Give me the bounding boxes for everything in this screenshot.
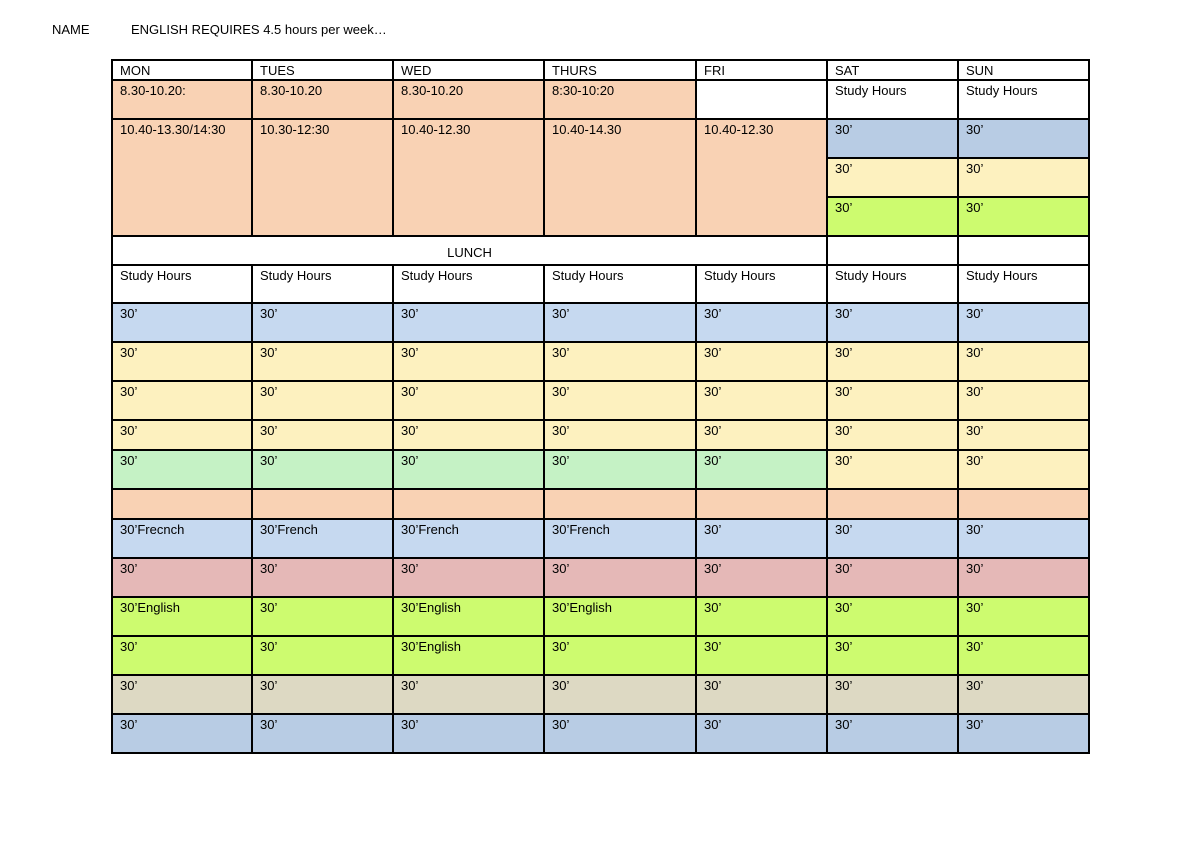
empty-slot bbox=[393, 489, 544, 519]
empty-slot bbox=[112, 489, 252, 519]
lunch-row bbox=[112, 236, 1089, 265]
day-header: WED bbox=[393, 60, 544, 80]
class-time: 8:30-10:20 bbox=[544, 80, 696, 119]
study-slot: 30’ bbox=[393, 675, 544, 714]
study-slot: 30’ bbox=[827, 342, 958, 381]
study-slot: 30’ bbox=[958, 420, 1089, 450]
study-slot: 30’ bbox=[827, 636, 958, 675]
study-hours-header: Study Hours bbox=[393, 265, 544, 303]
study-slot: 30’ bbox=[827, 714, 958, 753]
study-slot: 30’ bbox=[112, 420, 252, 450]
study-slot: 30’ bbox=[958, 381, 1089, 420]
study-slot: 30’ bbox=[958, 197, 1089, 236]
day-header: SUN bbox=[958, 60, 1089, 80]
study-slot: 30’ bbox=[696, 450, 827, 489]
study-slot: 30’ bbox=[112, 636, 252, 675]
empty-slot bbox=[544, 489, 696, 519]
study-hours-header: Study Hours bbox=[112, 265, 252, 303]
study-slot: 30’English bbox=[112, 597, 252, 636]
requirement-note: ENGLISH REQUIRES 4.5 hours per week… bbox=[131, 22, 387, 37]
study-slot: 30’ bbox=[827, 450, 958, 489]
slot-row bbox=[112, 636, 1089, 675]
slot-row bbox=[112, 597, 1089, 636]
study-slot: 30’French bbox=[544, 519, 696, 558]
study-slot: 30’ bbox=[252, 636, 393, 675]
study-slot: 30’ bbox=[827, 158, 958, 197]
study-slot: 30’ bbox=[112, 714, 252, 753]
class-time bbox=[696, 80, 827, 119]
study-slot: 30’ bbox=[827, 420, 958, 450]
slot-row bbox=[112, 303, 1089, 342]
study-hours-header: Study Hours bbox=[958, 80, 1089, 119]
study-slot: 30’ bbox=[112, 381, 252, 420]
day-header: MON bbox=[112, 60, 252, 80]
empty-cell bbox=[827, 236, 958, 265]
study-hours-header: Study Hours bbox=[544, 265, 696, 303]
class-time: 10.40-13.30/14:30 bbox=[112, 119, 252, 236]
slot-row bbox=[112, 558, 1089, 597]
study-hours-header: Study Hours bbox=[958, 265, 1089, 303]
study-slot: 30’ bbox=[827, 303, 958, 342]
study-slot: 30’ bbox=[393, 450, 544, 489]
study-slot: 30’ bbox=[252, 381, 393, 420]
study-slot: 30’ bbox=[393, 714, 544, 753]
study-slot: 30’ bbox=[252, 450, 393, 489]
study-slot: 30’French bbox=[393, 519, 544, 558]
slot-row bbox=[112, 489, 1089, 519]
slot-row bbox=[112, 381, 1089, 420]
study-hours-header: Study Hours bbox=[827, 80, 958, 119]
morning-row-2 bbox=[112, 119, 1089, 158]
study-slot: 30’ bbox=[958, 303, 1089, 342]
study-slot: 30’English bbox=[393, 636, 544, 675]
class-time: 10.30-12:30 bbox=[252, 119, 393, 236]
study-slot: 30’ bbox=[112, 342, 252, 381]
class-time: 10.40-12.30 bbox=[696, 119, 827, 236]
study-slot: 30’ bbox=[958, 636, 1089, 675]
study-slot: 30’ bbox=[696, 636, 827, 675]
study-slot: 30’ bbox=[696, 420, 827, 450]
study-slot: 30’ bbox=[544, 558, 696, 597]
study-slot: 30’ bbox=[393, 558, 544, 597]
study-slot: 30’ bbox=[696, 558, 827, 597]
study-slot: 30’ bbox=[827, 558, 958, 597]
lunch-label: LUNCH bbox=[112, 236, 827, 265]
study-slot: 30’ bbox=[544, 636, 696, 675]
study-slot: 30’ bbox=[112, 450, 252, 489]
study-hours-header: Study Hours bbox=[827, 265, 958, 303]
study-slot: 30’ bbox=[544, 303, 696, 342]
study-slot: 30’ bbox=[958, 558, 1089, 597]
class-time: 10.40-14.30 bbox=[544, 119, 696, 236]
study-slot: 30’ bbox=[252, 420, 393, 450]
class-time: 8.30-10.20: bbox=[112, 80, 252, 119]
study-slot: 30’ bbox=[252, 303, 393, 342]
empty-slot bbox=[958, 489, 1089, 519]
study-slot: 30’ bbox=[827, 197, 958, 236]
study-slot: 30’ bbox=[958, 597, 1089, 636]
name-label: NAME bbox=[52, 22, 90, 37]
slot-row bbox=[112, 420, 1089, 450]
study-slot: 30’ bbox=[112, 558, 252, 597]
study-slot: 30’ bbox=[393, 303, 544, 342]
study-slot: 30’ bbox=[696, 675, 827, 714]
study-slot: 30’ bbox=[827, 381, 958, 420]
study-slot: 30’ bbox=[252, 558, 393, 597]
study-slot: 30’ bbox=[544, 381, 696, 420]
study-slot: 30’Frecnch bbox=[112, 519, 252, 558]
study-slot: 30’ bbox=[393, 420, 544, 450]
study-slot: 30’ bbox=[544, 714, 696, 753]
study-slot: 30’ bbox=[958, 450, 1089, 489]
day-header: FRI bbox=[696, 60, 827, 80]
study-slot: 30’ bbox=[827, 675, 958, 714]
study-slot: 30’ bbox=[696, 342, 827, 381]
study-slot: 30’ bbox=[958, 119, 1089, 158]
study-slot: 30’ bbox=[393, 381, 544, 420]
study-slot: 30’ bbox=[252, 597, 393, 636]
study-slot: 30’ bbox=[544, 450, 696, 489]
morning-row-1 bbox=[112, 80, 1089, 119]
empty-cell bbox=[958, 236, 1089, 265]
study-slot: 30’ bbox=[544, 342, 696, 381]
study-hours-header: Study Hours bbox=[252, 265, 393, 303]
study-slot: 30’ bbox=[958, 519, 1089, 558]
study-slot: 30’ bbox=[393, 342, 544, 381]
study-hours-row bbox=[112, 265, 1089, 303]
study-slot: 30’ bbox=[252, 675, 393, 714]
study-slot: 30’ bbox=[958, 158, 1089, 197]
study-slot: 30’ bbox=[696, 381, 827, 420]
study-hours-header: Study Hours bbox=[696, 265, 827, 303]
study-slot: 30’ bbox=[958, 675, 1089, 714]
slot-row bbox=[112, 675, 1089, 714]
empty-slot bbox=[252, 489, 393, 519]
day-header: SAT bbox=[827, 60, 958, 80]
empty-slot bbox=[827, 489, 958, 519]
day-header-row bbox=[112, 60, 1089, 80]
study-slot: 30’ bbox=[696, 519, 827, 558]
study-slot: 30’ bbox=[112, 675, 252, 714]
class-time: 8.30-10.20 bbox=[393, 80, 544, 119]
empty-slot bbox=[696, 489, 827, 519]
study-slot: 30’English bbox=[544, 597, 696, 636]
study-slot: 30’ bbox=[544, 420, 696, 450]
study-slot: 30’French bbox=[252, 519, 393, 558]
slot-row bbox=[112, 714, 1089, 753]
study-slot: 30’ bbox=[827, 597, 958, 636]
study-slot: 30’ bbox=[958, 342, 1089, 381]
day-header: TUES bbox=[252, 60, 393, 80]
study-slot: 30’English bbox=[393, 597, 544, 636]
study-slot: 30’ bbox=[827, 519, 958, 558]
slot-row bbox=[112, 342, 1089, 381]
weekly-timetable bbox=[111, 59, 1090, 754]
slot-row bbox=[112, 519, 1089, 558]
study-slot: 30’ bbox=[696, 597, 827, 636]
study-slot: 30’ bbox=[696, 303, 827, 342]
study-slot: 30’ bbox=[112, 303, 252, 342]
study-slot: 30’ bbox=[958, 714, 1089, 753]
study-slot: 30’ bbox=[544, 675, 696, 714]
study-slot: 30’ bbox=[252, 342, 393, 381]
study-slot: 30’ bbox=[827, 119, 958, 158]
class-time: 10.40-12.30 bbox=[393, 119, 544, 236]
slot-row bbox=[112, 450, 1089, 489]
class-time: 8.30-10.20 bbox=[252, 80, 393, 119]
study-slot: 30’ bbox=[252, 714, 393, 753]
study-slot: 30’ bbox=[696, 714, 827, 753]
day-header: THURS bbox=[544, 60, 696, 80]
